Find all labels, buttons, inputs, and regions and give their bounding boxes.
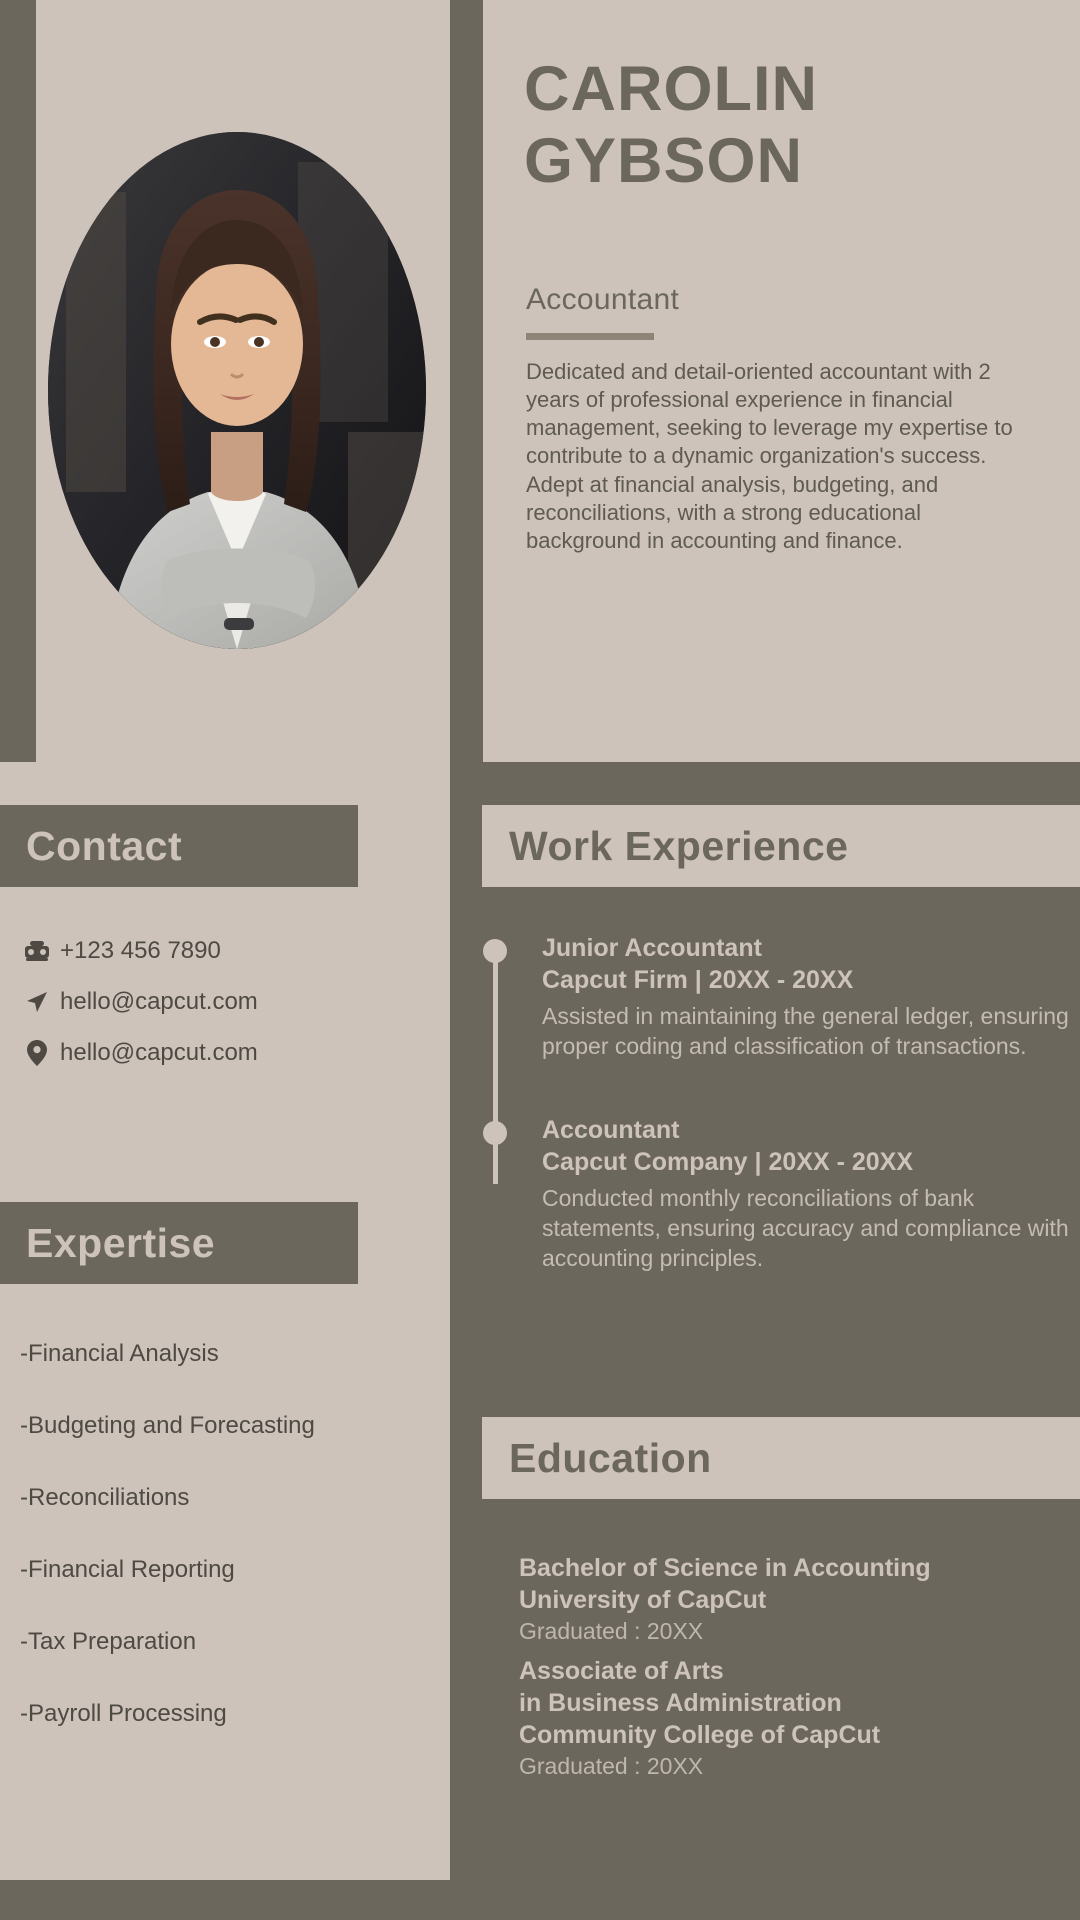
bottom-accent-strip — [0, 1880, 450, 1920]
expertise-heading: Expertise — [26, 1219, 216, 1266]
education-degree: Bachelor of Science in Accounting — [519, 1554, 931, 1582]
list-item: -Budgeting and Forecasting — [20, 1412, 315, 1439]
role-divider — [526, 333, 654, 340]
work-timeline — [482, 932, 1080, 1325]
header-panel — [483, 0, 1080, 762]
timeline-dot-icon — [483, 1121, 507, 1145]
left-column — [0, 762, 450, 1920]
last-name: GYBSON — [524, 125, 804, 196]
location-pin-icon — [20, 1040, 54, 1066]
contact-section-header — [0, 805, 358, 887]
first-name: CAROLIN — [524, 54, 818, 124]
education-graduated: Graduated : 20XX — [519, 1753, 704, 1780]
list-item: -Financial Reporting — [20, 1556, 235, 1583]
avatar — [48, 132, 426, 649]
work-item — [482, 932, 1080, 1062]
page-title — [524, 54, 1064, 198]
expertise-list — [20, 1340, 430, 1772]
contact-item-phone[interactable] — [20, 937, 420, 965]
education-degree: Associate of Arts — [519, 1657, 724, 1686]
list-item: -Payroll Processing — [20, 1700, 227, 1727]
profile-summary: Dedicated and detail-oriented accountant with 2 years of professional experience in financial management, seeking to leverage my expertise to contribute to a dynamic organization's success. Adept at financial analysis, budgeting, and reconciliations, with a strong educational background in accounting and finance. — [526, 359, 1013, 553]
job-company-dates: Capcut Company | 20XX - 20XX — [542, 1147, 913, 1176]
contact-email-text: hello@capcut.com — [60, 988, 258, 1015]
contact-phone-text: +123 456 7890 — [60, 937, 221, 964]
job-description: Assisted in maintaining the general ledger, ensuring proper coding and classification of transactions. — [542, 1003, 1069, 1059]
list-item: -Financial Analysis — [20, 1340, 219, 1367]
job-title: Junior Accountant — [542, 934, 762, 962]
contact-item-location[interactable] — [20, 1039, 420, 1067]
education-section-header — [482, 1417, 1080, 1499]
list-item: -Tax Preparation — [20, 1628, 197, 1655]
education-list — [519, 1552, 1059, 1790]
education-school: Community College of CapCut — [519, 1721, 881, 1750]
education-school: University of CapCut — [519, 1586, 767, 1614]
phone-icon — [20, 940, 54, 962]
work-heading: Work Experience — [509, 822, 849, 869]
photo-panel — [0, 0, 450, 762]
education-heading: Education — [509, 1434, 712, 1481]
send-icon — [20, 990, 54, 1014]
education-item — [519, 1552, 1059, 1647]
list-item: -Reconciliations — [20, 1484, 190, 1511]
timeline-dot-icon — [483, 939, 507, 963]
education-graduated: Graduated : 20XX — [519, 1618, 704, 1644]
portrait-photo-icon — [48, 132, 426, 649]
job-role: Accountant — [526, 283, 680, 316]
contact-location-text: hello@capcut.com — [60, 1039, 258, 1066]
work-item — [482, 1114, 1080, 1274]
education-degree-cont: in Business Administration — [519, 1689, 842, 1718]
contact-item-email[interactable] — [20, 988, 420, 1016]
job-description: Conducted monthly reconciliations of bank statements, ensuring accuracy and compliance with accounting principles. — [542, 1184, 1069, 1271]
job-title: Accountant — [542, 1115, 680, 1144]
work-section-header — [482, 805, 1080, 887]
expertise-section-header — [0, 1202, 358, 1284]
job-company-dates: Capcut Firm | 20XX - 20XX — [542, 966, 854, 994]
contact-heading: Contact — [26, 822, 183, 869]
contact-list — [20, 937, 420, 1090]
education-item — [519, 1655, 1059, 1782]
